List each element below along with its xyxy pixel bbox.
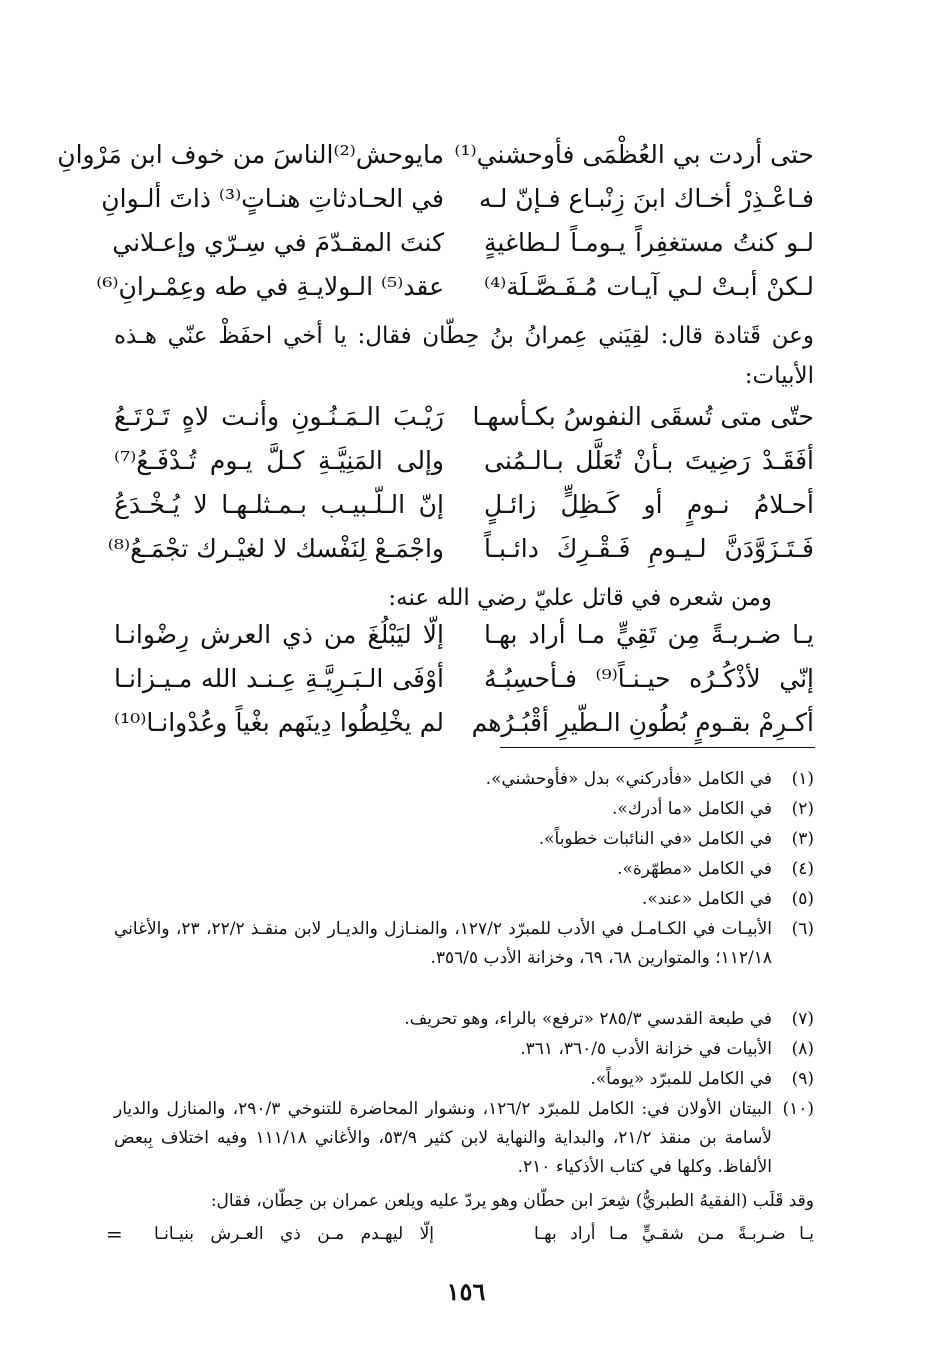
verse-line bbox=[114, 657, 814, 701]
footnote-note: وقد قَلَب (الفقيهُ الطبريُّ) شِعرَ ابن حطّان وهو يردّ عليه ويلعن عمران بن حِطّان، فقال: bbox=[210, 1191, 814, 1211]
first-hemistich: يـا ضـربـةً مِن تَقِيٍّ مـا أراد بهـا bbox=[484, 620, 814, 649]
prose-paragraph: وعن قَتادة قال: لقِيَني عِمرانُ بنُ حِطّان فقال: يا أخي احفَظْ عنّي هـذه الأبيات: bbox=[114, 323, 814, 389]
footnote bbox=[114, 915, 814, 973]
verse-line bbox=[114, 701, 814, 745]
footnote-text: في الكامل للمبرّد «يوماً». bbox=[590, 1069, 772, 1089]
continuation-mark: = bbox=[106, 1222, 123, 1246]
first-hemistich: فـاعْـذِرْ أخـاك ابنَ زِنْبـاع فـإنّ لـه bbox=[479, 184, 814, 213]
footnote-verse bbox=[154, 1219, 814, 1249]
footnote-number: (٣) bbox=[791, 829, 814, 849]
footnote-number: (١) bbox=[791, 769, 814, 789]
second-hemistich: واجْمَـعْ لِنَفْسك لا لغيْـرك تجْمَـعُ⁽⁸⁾ bbox=[107, 534, 444, 563]
footnote bbox=[114, 825, 814, 854]
footnote-text: في الكامل «فأدركني» بدل «فأوحشني». bbox=[485, 769, 772, 789]
footnote-text: في الكامل «مطهّرة». bbox=[617, 859, 772, 879]
footnote bbox=[114, 885, 814, 914]
second-hemistich: أوْفَى الـبَـرِيَّـةِ عِـنـد الله مـيـزانـا bbox=[114, 664, 444, 693]
footnote-number: (٤) bbox=[791, 859, 814, 879]
second-hemistich: كنتَ المقـدّمَ في سِـرّي وإعـلاني bbox=[112, 228, 444, 257]
second-hemistich: وإلى المَنِيَّـةِ كـلَّ يـوم تُـدْفَـعُ⁽⁷⁾ bbox=[114, 446, 444, 475]
verse-line bbox=[114, 395, 814, 439]
footnote-number: (٦) bbox=[791, 919, 814, 939]
footnote-number: (٢) bbox=[791, 799, 814, 819]
footnote bbox=[114, 765, 814, 794]
verse-line bbox=[107, 527, 814, 571]
footnote bbox=[114, 1065, 814, 1094]
first-hemistich: لـكنْ أبـتْ لـي آيـات مُـفَـصَّـلَة⁽⁴⁾ bbox=[484, 272, 814, 301]
footnote-text: في طبعة القدسي ٢٨٥/٣ «ترفع» بالراء، وهو تحريف. bbox=[404, 1009, 772, 1029]
footnote-separator bbox=[500, 747, 815, 748]
second-hemistich: في الحـادثاتِ هنـاتٍ⁽³⁾ ذاتَ ألـوانِ bbox=[101, 184, 444, 213]
verse-line bbox=[101, 177, 814, 221]
first-hemistich: يـا ضـربـةً مـن شقـيٍّ مـا أراد بهـا bbox=[534, 1224, 814, 1244]
first-hemistich: أكـرِمْ بقـومٍ بُطُونِ الـطّيرِ أقْبُـرُهم bbox=[471, 708, 814, 737]
first-hemistich: إنّي لأذْكُـرُه حيـنـاً⁽⁹⁾ فـأحسِبُـهُ bbox=[484, 664, 815, 693]
footnote-number: (٩) bbox=[791, 1069, 814, 1089]
footnote-number: (٥) bbox=[791, 889, 814, 909]
verse-line bbox=[96, 265, 814, 309]
footnote-text: البيتان الأولان في: الكامل للمبرّد ١٢٦/٢، ونشوار المحاضرة للتنوخي ٢٩٠/٣، والمنازل والديار لأسامة بن منقذ ٢١/٢، والبداية والنهاية لابن كثير ٥٣/٩، والأغاني ١١١/١٨ وفيه اختلاف بِبعض الألفاظ. وكلها في كتاب الأذكياء ٢١٠. bbox=[114, 1099, 773, 1177]
verse-line bbox=[114, 439, 814, 483]
second-hemistich: عقد⁽⁵⁾ الـولايـةِ في طه وعِمْـرانِ⁽⁶⁾ bbox=[96, 272, 444, 301]
second-hemistich: إلّا ليَبْلُغَ من ذي العرش رِضْوانـا bbox=[114, 620, 444, 649]
footnote bbox=[114, 855, 814, 884]
first-hemistich: حتى أردت بي العُظْمَى فأوحشني⁽¹⁾ bbox=[454, 140, 814, 169]
first-hemistich: لـو كنتُ مستغفِراً يـومـاً لـطاغيةٍ bbox=[484, 228, 814, 257]
footnote-number: (٧) bbox=[791, 1009, 814, 1029]
footnote-number: (١٠) bbox=[782, 1099, 814, 1119]
verse-line bbox=[114, 613, 814, 657]
second-hemistich: مايوحش⁽²⁾الناسَ من خوف ابن مَرْوانِ bbox=[57, 140, 444, 169]
first-hemistich: حتّى متى تُسقَى النفوسُ بكـأسهـا bbox=[472, 402, 814, 431]
second-hemistich: رَيْـبَ الـمَـنُـونِ وأنـت لاهٍ تَـرْتَـعُ bbox=[114, 402, 444, 431]
verse-line bbox=[114, 483, 814, 527]
footnote-number: (٨) bbox=[791, 1039, 814, 1059]
prose-paragraph: ومن شعره في قاتل عليّ رضي الله عنه: bbox=[388, 585, 772, 611]
footnote-text: الأبيات في خزانة الأدب ٣٦٠/٥، ٣٦١. bbox=[520, 1039, 772, 1059]
verse-line bbox=[114, 221, 814, 265]
footnote-text: الأبيـات في الكـامـل في الأدب للمبرّد ١٢٧/٢، والمنـازل والديـار لابن منقـذ ٢٢/٢، ٢٣، والأغاني ١١٢/١٨؛ والمتوارين ٦٨، ٦٩، وخزانة الأدب ٣٥٦/٥. bbox=[114, 919, 772, 968]
footnote bbox=[114, 1095, 814, 1182]
first-hemistich: أفَقَـدْ رَضِيتَ بـأنْ تُعَلَّل بـالـمُنى bbox=[484, 446, 814, 475]
page-number: ١٥٦ bbox=[446, 1277, 486, 1306]
footnote bbox=[114, 1005, 814, 1034]
second-hemistich: إنّ الـلّـبيـب بـمـثلـهـا لا يُـخْـدَعُ bbox=[114, 490, 444, 519]
footnote-text: في الكامل «في النائبات خطوباً». bbox=[538, 829, 772, 849]
footnote-text: في الكامل «عند». bbox=[642, 889, 772, 909]
second-hemistich: إلّا ليهـدم مـن ذي العـرش بنيـانـا bbox=[154, 1224, 434, 1244]
first-hemistich: أحـلامُ نـومٍ أو كَـظِلٍّ زائـلٍ bbox=[484, 490, 814, 519]
footnote bbox=[114, 1035, 814, 1064]
footnote bbox=[114, 795, 814, 824]
footnote-text: في الكامل «ما أدرك». bbox=[612, 799, 772, 819]
verse-line bbox=[57, 133, 814, 177]
second-hemistich: لم يخْلِطُوا دِينَهم بغْياً وعُدْوانـا⁽¹⁰⁾ bbox=[114, 708, 444, 737]
first-hemistich: فَـتَـزَوَّدَنَّ لـيـومِ فَـقْـرِكَ دائـبـاً bbox=[484, 534, 814, 563]
